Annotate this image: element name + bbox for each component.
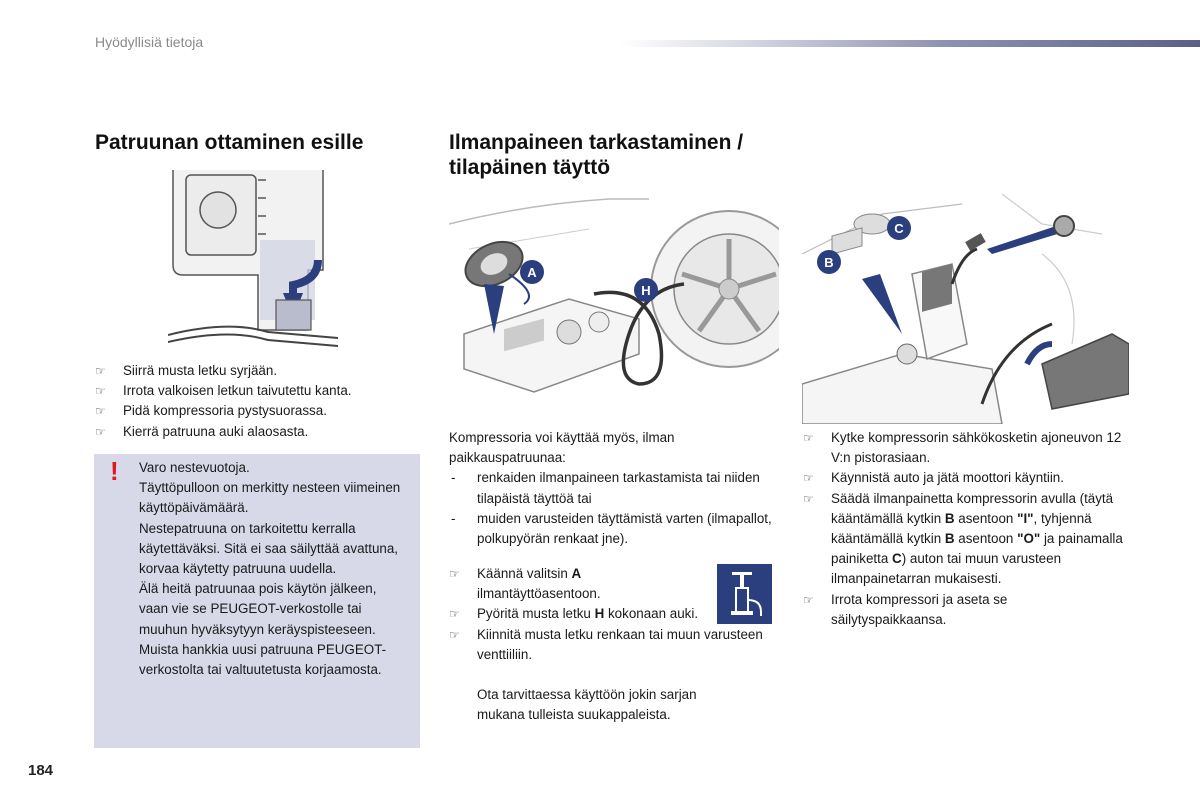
compressor-intro: Kompressoria voi käyttää myös, ilman paikkauspatruunaa: - renkaiden ilmanpaineen tarkastamista tai niiden tilapäistä täyttöä tai - muiden varusteiden täyttämistä varten (ilmapallot, polkupyörän renkaat jne). [449,428,779,549]
adapter-note: Ota tarvittaessa käyttöön jokin sarjan mukana tulleista suukappaleista. [477,687,697,723]
pointing-hand-icon: ☞ [95,404,106,419]
figure-label-c: C [894,221,904,236]
list-item: - renkaiden ilmanpaineen tarkastamista tai niiden tilapäistä täyttöä tai [451,470,760,506]
warning-exclamation-icon: ! [110,456,119,486]
pointing-hand-icon: ☞ [449,567,460,581]
pointing-hand-icon: ☞ [803,491,814,506]
pointing-hand-icon: ☞ [803,471,814,486]
page-number: 184 [28,762,54,779]
list-item: ☞ Pyöritä musta letku H kokonaan auki. [449,604,717,624]
pointing-hand-icon: ☞ [449,627,460,642]
header-gradient-bar [620,40,1200,47]
list-item: ☞ Siirrä musta letku syrjään. [95,361,415,381]
list-item: ☞ Säädä ilmanpainetta kompressorin avulla (täytä kääntämällä kytkin B asentoon "I", tyhjennä kääntämällä kytkin B asentoon "O" ja painamalla painiketta C) auton tai muun varusteen ilmanpainetarran mukaisesti. [803,490,1123,587]
list-item: ☞ Irrota valkoisen letkun taivutettu kanta. [95,381,415,401]
cartridge-steps-list [95,361,415,442]
compressor-operation-list [803,428,1123,630]
section-header: Hyödyllisiä tietoja [95,34,204,50]
heading-cartridge-removal: Patruunan ottaminen esille [95,131,364,154]
list-item: ☞ Käynnistä auto ja jätä moottori käyntiin. [803,468,1123,488]
warning-box [94,454,420,748]
figure-label-b: B [824,255,834,270]
pointing-hand-icon: ☞ [95,384,106,399]
list-item: ☞ Pidä kompressoria pystysuorassa. [95,401,415,421]
pointing-hand-icon: ☞ [803,592,814,607]
list-item: ☞ Käännä valitsin A ilmantäyttöasentoon. [449,566,601,602]
inflation-pump-icon [717,564,772,624]
compressor-tyre-illustration [449,194,779,394]
heading-pressure-check: Ilmanpaineen tarkastaminen / tilapäinen täyttö [449,131,744,179]
list-item: ☞ Kytke kompressorin sähkökosketin ajoneuvon 12 V:n pistorasiaan. [803,430,1122,466]
list-item: - muiden varusteiden täyttämistä varten (ilmapallot, polkupyörän renkaat jne). [451,510,772,547]
list-item: ☞ Kierrä patruuna auki alaosasta. [95,422,415,442]
power-socket-illustration [802,194,1129,424]
pointing-hand-icon: ☞ [95,364,106,378]
compressor-uses-list [449,468,779,549]
figure-label-a: A [527,265,537,280]
figure-label-h: H [641,283,651,298]
pointing-hand-icon: ☞ [803,431,814,445]
pointing-hand-icon: ☞ [449,607,460,622]
cartridge-illustration [168,170,338,350]
list-item: ☞ Kiinnitä musta letku renkaan tai muun varusteen venttiiliin. [449,626,763,662]
inflation-steps-list [449,564,763,665]
list-item: ☞ Irrota kompressori ja aseta se säilytyspaikkaansa. [803,591,1008,627]
pointing-hand-icon: ☞ [95,424,106,439]
warning-text: Varo nestevuotoja. Täyttöpulloon on merkitty nesteen viimeinen käyttöpäivämäärä. Nestepatruuna on tarkoitettu kerralla käytettäväksi. Sitä ei saa säilyttää avattuna, korvaa käytetty patruuna uudella. Älä heitä patruunaa pois käytön jälkeen, vaan vie se PEUGEOT-verkostolle tai muuhun hyväksytyyn keräyspisteeseen. Muista hankkia uusi patruuna PEUGEOT-verkostolta tai valtuutetusta korjaamosta. [139,460,401,678]
